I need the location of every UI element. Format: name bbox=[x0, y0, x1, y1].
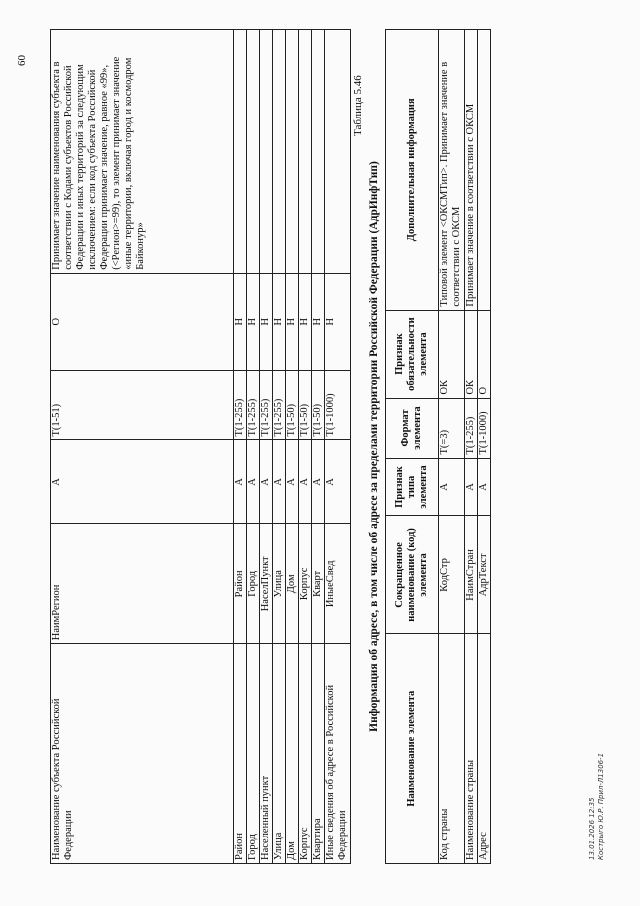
cell-format: Т(1-50) bbox=[286, 370, 299, 440]
cell-required: Н bbox=[312, 273, 325, 370]
cell-type: А bbox=[51, 440, 234, 524]
table-row bbox=[299, 30, 312, 864]
cell-name: Квартира bbox=[312, 644, 325, 864]
cell-format: Т(1-1000) bbox=[478, 398, 491, 458]
cell-required: Н bbox=[299, 273, 312, 370]
header-format: Формат элемента bbox=[386, 398, 439, 458]
cell-code: КодСтр bbox=[439, 516, 465, 634]
print-stamp bbox=[588, 753, 606, 860]
cell-info bbox=[325, 30, 351, 274]
cell-info bbox=[260, 30, 273, 274]
cell-type: А bbox=[312, 440, 325, 524]
cell-required: О bbox=[478, 310, 491, 398]
cell-code: НаимРегион bbox=[51, 524, 234, 644]
cell-name: Адрес bbox=[478, 634, 491, 864]
table-header-row bbox=[386, 30, 439, 864]
cell-type: А bbox=[299, 440, 312, 524]
cell-name: Корпус bbox=[299, 644, 312, 864]
cell-code: НаселПункт bbox=[260, 524, 273, 644]
cell-name: Код страны bbox=[439, 634, 465, 864]
cell-format: Т(1-50) bbox=[299, 370, 312, 440]
table-row bbox=[286, 30, 299, 864]
cell-type: А bbox=[247, 440, 260, 524]
cell-required: Н bbox=[273, 273, 286, 370]
cell-name: Населенный пункт bbox=[260, 644, 273, 864]
cell-info: Принимает значение наименования субъекта в соответствии с Кодами субъектов Российской Федерации и иных территорий за следующим исключением: если код субъекта Российской Федерации принимает значение, равное «99», (<Регион>=99), то элемент принимает значение «иные территории, включая город и космодром Байконур» bbox=[51, 30, 234, 274]
stamp-author: Кострыго Ю.Р. Прил-Л1306-1 bbox=[597, 752, 605, 860]
cell-format: Т(1-1000) bbox=[325, 370, 351, 440]
cell-required: Н bbox=[325, 273, 351, 370]
cell-info: Принимает значение в соответствии с ОКСМ bbox=[465, 30, 478, 311]
cell-required: Н bbox=[260, 273, 273, 370]
cell-code: Город bbox=[247, 524, 260, 644]
cell-code: Корпус bbox=[299, 524, 312, 644]
header-required: Признак обязательности элемента bbox=[386, 310, 439, 398]
table-row bbox=[439, 30, 465, 864]
cell-info bbox=[478, 30, 491, 311]
cell-info bbox=[273, 30, 286, 274]
cell-info bbox=[286, 30, 299, 274]
cell-format: Т(=3) bbox=[439, 398, 465, 458]
table-row bbox=[312, 30, 325, 864]
cell-info bbox=[299, 30, 312, 274]
cell-name: Наименование страны bbox=[465, 634, 478, 864]
table-row bbox=[273, 30, 286, 864]
cell-format: Т(1-255) bbox=[273, 370, 286, 440]
table-row bbox=[234, 30, 247, 864]
cell-code: НаимСтран bbox=[465, 516, 478, 634]
cell-name: Город bbox=[247, 644, 260, 864]
header-code: Сокращенное наименование (код) элемента bbox=[386, 516, 439, 634]
address-info-table bbox=[385, 29, 491, 864]
cell-type: А bbox=[478, 458, 491, 516]
stamp-date: 13.01.2026 12:35 bbox=[588, 797, 596, 860]
cell-code: Улица bbox=[273, 524, 286, 644]
table-row bbox=[325, 30, 351, 864]
cell-format: Т(1-51) bbox=[51, 370, 234, 440]
cell-info: Типовой элемент <ОКСМТип>. Принимает значение в соответствии с ОКСМ bbox=[439, 30, 465, 311]
cell-type: А bbox=[234, 440, 247, 524]
cell-code: ИныеСвед bbox=[325, 524, 351, 644]
cell-type: А bbox=[439, 458, 465, 516]
continued-address-table bbox=[50, 29, 351, 864]
cell-name: Район bbox=[234, 644, 247, 864]
cell-name: Иные сведения об адресе в Российской Федерации bbox=[325, 644, 351, 864]
cell-required: О bbox=[51, 273, 234, 370]
cell-info bbox=[312, 30, 325, 274]
header-info: Дополнительная информация bbox=[386, 30, 439, 311]
table-row bbox=[465, 30, 478, 864]
cell-format: Т(1-255) bbox=[247, 370, 260, 440]
page-number: 60 bbox=[16, 55, 28, 66]
cell-required: Н bbox=[286, 273, 299, 370]
cell-name: Улица bbox=[273, 644, 286, 864]
cell-required: ОК bbox=[465, 310, 478, 398]
table-number-label: Таблица 5.46 bbox=[352, 75, 364, 136]
cell-type: А bbox=[260, 440, 273, 524]
table-heading: Информация об адресе, в том числе об адресе за пределами территории Российской Федерации (АдрИнфТип) bbox=[368, 161, 380, 732]
cell-code: Район bbox=[234, 524, 247, 644]
cell-info bbox=[234, 30, 247, 274]
cell-required: Н bbox=[234, 273, 247, 370]
cell-type: А bbox=[465, 458, 478, 516]
table-row bbox=[478, 30, 491, 864]
cell-format: Т(1-255) bbox=[260, 370, 273, 440]
cell-type: А bbox=[325, 440, 351, 524]
cell-info bbox=[247, 30, 260, 274]
cell-required: Н bbox=[247, 273, 260, 370]
cell-name: Дом bbox=[286, 644, 299, 864]
cell-type: А bbox=[286, 440, 299, 524]
cell-code: Кварт bbox=[312, 524, 325, 644]
table-row bbox=[51, 30, 234, 864]
cell-code: Дом bbox=[286, 524, 299, 644]
header-type: Признак типа элемента bbox=[386, 458, 439, 516]
table-row bbox=[247, 30, 260, 864]
cell-code: АдрТекст bbox=[478, 516, 491, 634]
cell-name: Наименование субъекта Российской Федерации bbox=[51, 644, 234, 864]
cell-type: А bbox=[273, 440, 286, 524]
cell-format: Т(1-255) bbox=[465, 398, 478, 458]
table-row bbox=[260, 30, 273, 864]
cell-required: ОК bbox=[439, 310, 465, 398]
cell-format: Т(1-50) bbox=[312, 370, 325, 440]
cell-format: Т(1-255) bbox=[234, 370, 247, 440]
header-name: Наименование элемента bbox=[386, 634, 439, 864]
